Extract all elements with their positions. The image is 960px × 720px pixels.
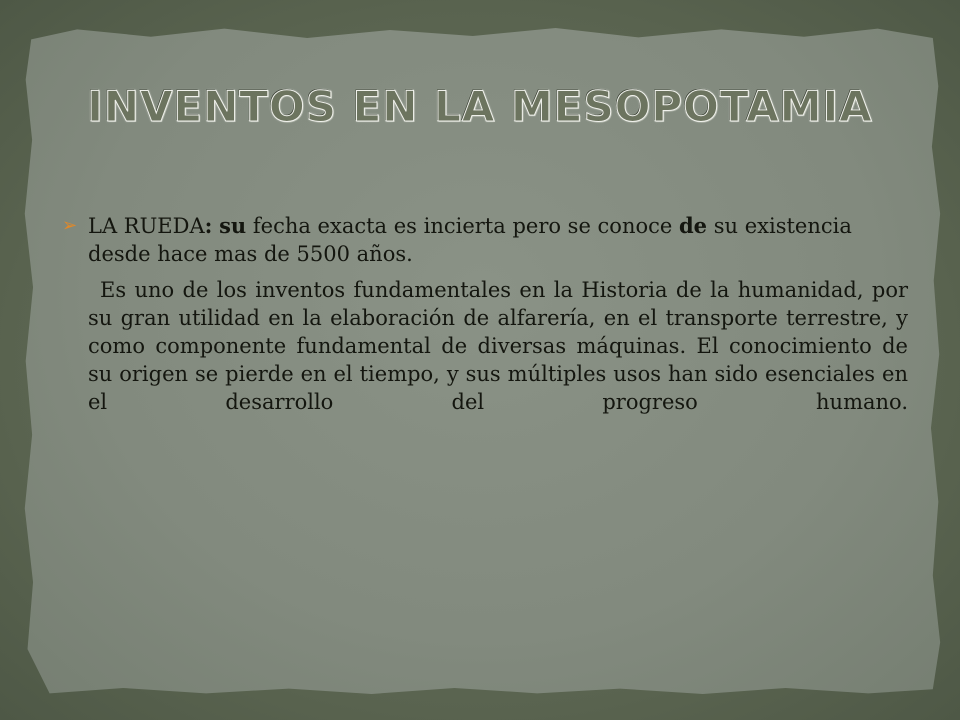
bullet-text	[88, 212, 878, 268]
bullet-label: LA RUEDA	[88, 214, 205, 238]
bullet-bold-2: de	[679, 213, 708, 238]
bullet-colon: :	[204, 213, 213, 238]
bullet-bold-1: su	[219, 213, 247, 238]
slide-title: INVENTOS EN LA MESOPOTAMIA	[87, 82, 873, 131]
arrow-bullet-icon: ➢	[62, 215, 78, 236]
bullet-text-1: fecha exacta es incierta pero se conoce	[252, 214, 673, 238]
bullet-item	[62, 212, 908, 268]
body-paragraph: Es uno de los inventos fundamentales en la Historia de la humanidad, por su gran utilidad en la elaboración de alfarería, en el transporte terrestre, y como componente fundamental de diversas máquinas. El conocimiento de su origen se pierde en el tiempo, y sus múltiples usos han sido esenciales en el desarrollo del progreso humano.	[88, 278, 908, 414]
bullet-text-2: su existencia desde hace mas de 5500 años.	[88, 214, 852, 266]
slide-content	[62, 212, 908, 416]
